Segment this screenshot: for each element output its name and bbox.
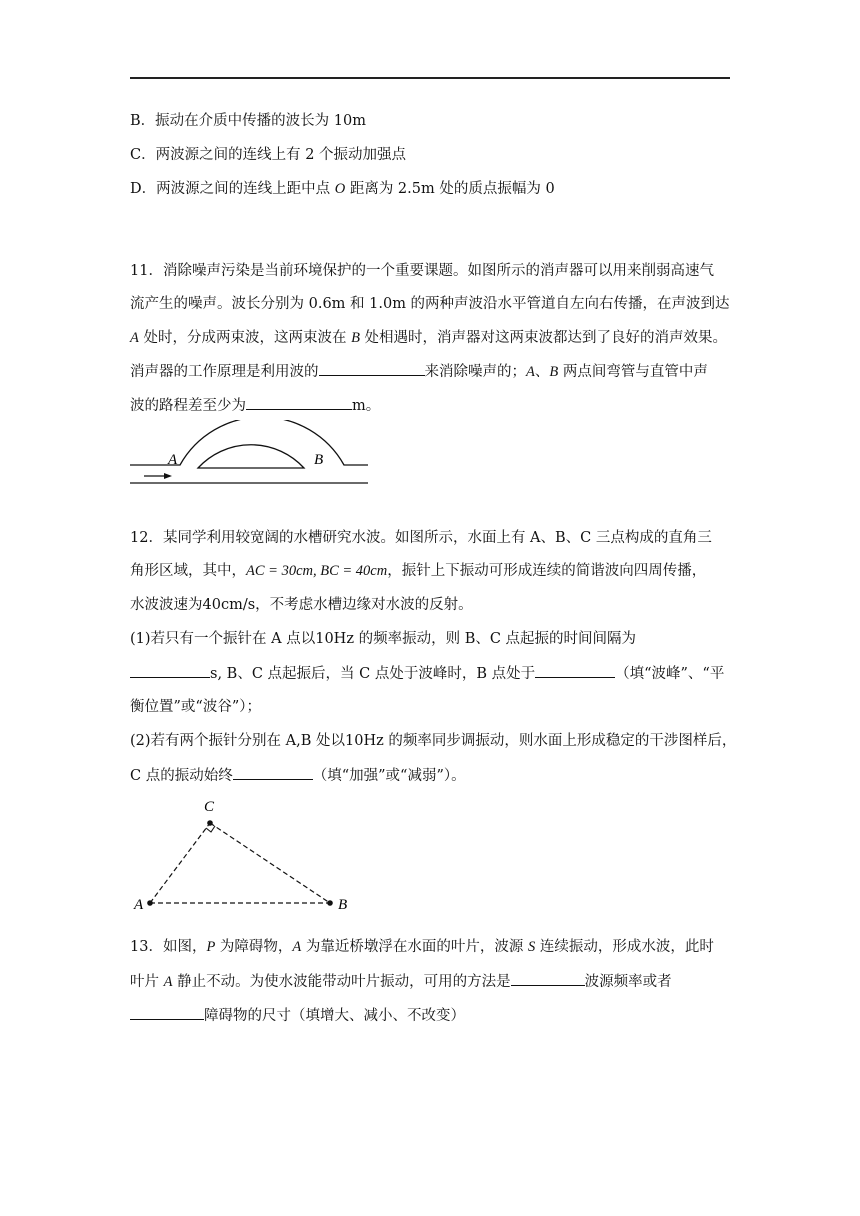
q13-var-a: A bbox=[292, 939, 302, 955]
q13-line-3 bbox=[130, 1005, 465, 1026]
q12-text: C 点的振动始终 bbox=[130, 768, 233, 784]
q11-text: 波的路程差至少为 bbox=[130, 398, 246, 414]
point-b bbox=[327, 900, 333, 906]
option-c: C．两波源之间的连线上有 2 个振动加强点 bbox=[130, 147, 407, 163]
q13-blank-1[interactable] bbox=[511, 971, 585, 986]
q12-line-1: 12．某同学利用较宽阔的水槽研究水波。如图所示，水面上有 A、B、C 三点构成的直角三 bbox=[130, 530, 712, 546]
q13-text: 为障碍物， bbox=[215, 939, 293, 955]
q12-text: （填“波峰”、“平 bbox=[615, 666, 725, 682]
option-d-text: D．两波源之间的连线上距中点 bbox=[130, 181, 335, 197]
q12-blank-2[interactable] bbox=[535, 663, 615, 678]
q12-line-2 bbox=[130, 561, 706, 581]
q12-text: s, B、C 点起振后，当 C 点处于波峰时，B 点处于 bbox=[210, 666, 536, 682]
q13-blank-2[interactable] bbox=[130, 1005, 204, 1020]
q12-text: 的频率振动，则 B、C 点起振的时间间隔为 bbox=[353, 631, 637, 647]
q12-line-7 bbox=[130, 731, 736, 751]
q13-line-1 bbox=[130, 937, 714, 957]
q11-text: 处时，分成两束波，这两束波在 bbox=[138, 330, 352, 346]
q12-text: 的频率同步调振动，则水面上形成稳定的干涉图样后， bbox=[383, 733, 737, 749]
header-rule bbox=[130, 77, 730, 79]
q12-freq: 10Hz bbox=[315, 631, 354, 647]
q11-line-3 bbox=[130, 328, 727, 348]
q12-text: (1)若只有一个振针在 A 点以 bbox=[130, 631, 316, 647]
q11-var-b: B bbox=[549, 364, 559, 380]
option-d bbox=[130, 179, 555, 199]
q12-freq: 10Hz bbox=[345, 733, 384, 749]
q12-text: 角形区域，其中， bbox=[130, 563, 246, 579]
q11-blank-1[interactable] bbox=[319, 361, 425, 376]
q12-blank-3[interactable] bbox=[233, 765, 313, 780]
option-d-text-2: 距离为 2.5m 处的质点振幅为 0 bbox=[345, 181, 555, 197]
q12-line-6: 衡位置”或“波谷”）； bbox=[130, 699, 261, 715]
q11-text: 处相遇时，消声器对这两束波都达到了良好的消声效果。 bbox=[359, 330, 728, 346]
q12-blank-1[interactable] bbox=[130, 663, 210, 678]
q11-line-5 bbox=[130, 395, 380, 416]
q13-text: 连续振动，形成水波，此时 bbox=[535, 939, 714, 955]
muffler-figure bbox=[126, 420, 376, 490]
q12-line-3 bbox=[130, 595, 473, 615]
fig12-label-b: B bbox=[338, 897, 348, 913]
q13-var-a: A bbox=[163, 974, 173, 990]
q13-text: 障碍物的尺寸（填增大、减小、不改变） bbox=[204, 1008, 465, 1024]
q13-line-2 bbox=[130, 971, 672, 992]
q11-var-a: A bbox=[526, 364, 535, 380]
q11-text: 、 bbox=[534, 364, 550, 380]
q11-var-a: A bbox=[130, 330, 139, 346]
q12-formula: AC = 30cm, BC = 40cm bbox=[246, 563, 388, 579]
point-c bbox=[207, 820, 213, 826]
q13-var-p: P bbox=[206, 939, 216, 955]
q11-line-4 bbox=[130, 361, 708, 382]
q11-line-1: 11．消除噪声污染是当前环境保护的一个重要课题。如图所示的消声器可以用来削弱高速气 bbox=[130, 263, 714, 279]
q12-line-8 bbox=[130, 765, 466, 786]
fig12-label-c: C bbox=[204, 799, 215, 815]
q12-text: (2)若有两个振针分别在 A,B 处以 bbox=[130, 733, 345, 749]
q11-var-b: B bbox=[351, 330, 360, 346]
option-d-var: O bbox=[334, 181, 346, 197]
q11-text: 消声器的工作原理是利用波的 bbox=[130, 364, 319, 380]
q11-blank-2[interactable] bbox=[246, 395, 352, 410]
q12-text: 水波波速为 bbox=[130, 597, 203, 613]
q12-text: （填“加强”或“减弱”）。 bbox=[312, 768, 466, 784]
option-b: B．振动在介质中传播的波长为 10m bbox=[130, 113, 366, 129]
q11-text: 来消除噪声的； bbox=[424, 364, 526, 380]
q13-text: 13．如图， bbox=[130, 939, 207, 955]
q11-line-2: 流产生的噪声。波长分别为 0.6m 和 1.0m 的两种声波沿水平管道自左向右传播，在声波到达 bbox=[130, 296, 730, 312]
fig12-label-a: A bbox=[134, 897, 144, 913]
fig11-label-b: B bbox=[314, 452, 324, 468]
q12-line-5 bbox=[130, 663, 724, 684]
point-a bbox=[147, 900, 153, 906]
triangle-figure bbox=[126, 795, 356, 920]
q12-text: ，振针上下振动可形成连续的简谐波向四周传播， bbox=[387, 563, 707, 579]
q13-text: 静止不动。为使水波能带动叶片振动，可用的方法是 bbox=[172, 974, 511, 990]
q12-speed: 40cm/s bbox=[202, 597, 256, 613]
q13-text: 叶片 bbox=[130, 974, 164, 990]
q11-text: 两点间弯管与直管中声 bbox=[558, 364, 708, 380]
q12-line-4 bbox=[130, 629, 636, 649]
q13-text: 为靠近桥墩浮在水面的叶片，波源 bbox=[301, 939, 528, 955]
q13-var-s: S bbox=[528, 939, 536, 955]
q13-text: 波源频率或者 bbox=[584, 974, 672, 990]
q12-text: ，不考虑水槽边缘对水波的反射。 bbox=[255, 597, 473, 613]
q11-text: m。 bbox=[352, 398, 381, 414]
fig11-label-a: A bbox=[168, 452, 178, 468]
